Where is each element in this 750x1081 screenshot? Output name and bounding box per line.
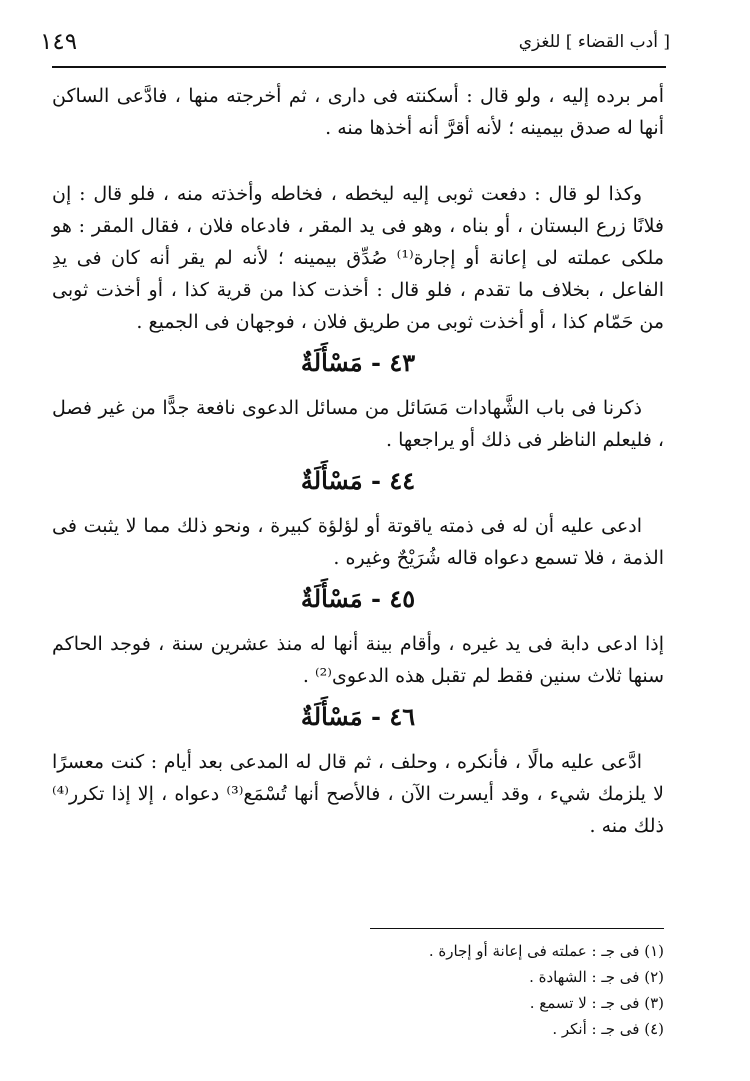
section-heading-44: ٤٤ - مَسْأَلَةٌ: [300, 466, 416, 495]
main-text: [52, 80, 664, 842]
paragraph-3: ذكرنا فى باب الشَّهادات مَسَائل من مسائل الدعوى نافعة جدًّا من غير فصل ، فليعلم الناظر فى ذلك أو يراجعها .: [52, 397, 664, 451]
paragraph-1: أمر برده إليه ، ولو قال : أسكنته فى دارى ، ثم أخرجته منها ، فادَّعى الساكن أنها له صدق بيمينه ؛ لأنه أقرَّ أنه أخذها منه .: [52, 85, 664, 139]
header-rule: [52, 66, 666, 68]
paragraph-gap: [52, 144, 664, 178]
paragraph-6: ادَّعى عليه مالًا ، فأنكره ، وحلف ، ثم قال له المدعى بعد أيام : كنت معسرًا لا يلزمك شيء ، وقد أيسرت الآن ، فالأصح أنها تُسْمَع⁽³⁾ دعواه ، إلا إذا تكرر⁽⁴⁾ ذلك منه .: [52, 751, 664, 837]
footnote-1: (١) فى جـ : عملته فى إعانة أو إجارة .: [428, 942, 664, 960]
paragraph-4: ادعى عليه أن له فى ذمته ياقوتة أو لؤلؤة كبيرة ، ونحو ذلك مما لا يثبت فى الذمة ، فلا تسمع دعواه قاله شُرَيْحٌ وغيره .: [52, 515, 664, 569]
footnote-rule: [370, 928, 664, 929]
footnote-4: (٤) فى جـ : أنكر .: [552, 1020, 664, 1038]
paragraph-2: وكذا لو قال : دفعت ثوبى إليه ليخطه ، فخاطه وأخذته منه ، فلو قال : إن فلانًا زرع البستان ، أو بناه ، وهو فى يد المقر ، فادعاه فلان ، فقال المقر : هو ملكى عملته لى إعانة أو إجارة⁽¹⁾ صُدِّق بيمينه ؛ لأنه لم يقر أنه كان فى يدِ الفاعل ، بخلاف ما تقدم ، فلو قال : أخذت كذا من قرية كذا ، أو أخذت ثوبى من حَمّام كذا ، أو أخذت ثوبى من طريق فلان ، فوجهان فى الجميع .: [52, 183, 664, 333]
section-heading-46: ٤٦ - مَسْأَلَةٌ: [300, 702, 416, 731]
footnote-2: (٢) فى جـ : الشهادة .: [529, 968, 664, 986]
footnotes: [200, 938, 664, 1042]
page-number: ١٤٩: [40, 29, 78, 55]
page-header: [40, 22, 670, 62]
running-head: [ أدب القضاء ] للغزي: [518, 32, 670, 52]
footnote-3: (٣) فى جـ : لا تسمع .: [529, 994, 664, 1012]
section-heading-45: ٤٥ - مَسْأَلَةٌ: [300, 584, 416, 613]
paragraph-5: إذا ادعى دابة فى يد غيره ، وأقام بينة أنها له منذ عشرين سنة ، فوجد الحاكم سنها ثلاث سنين فقط لم تقبل هذه الدعوى⁽²⁾ .: [52, 633, 664, 687]
section-heading-43: ٤٣ - مَسْأَلَةٌ: [300, 348, 416, 377]
